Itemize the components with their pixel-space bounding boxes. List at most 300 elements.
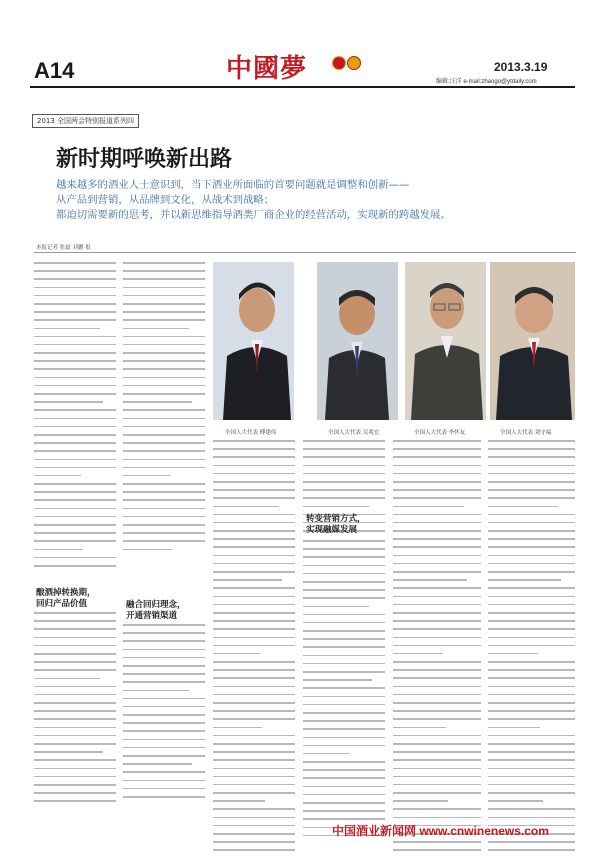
text-line — [213, 825, 295, 827]
text-line — [123, 377, 205, 379]
text-line — [123, 483, 205, 485]
text-line — [123, 747, 205, 749]
text-line — [123, 632, 205, 634]
text-line — [213, 841, 295, 843]
text-line — [213, 530, 295, 532]
text-line — [34, 540, 116, 542]
text-line — [393, 456, 481, 458]
text-line — [303, 448, 385, 450]
text-line — [123, 763, 192, 765]
text-line — [34, 612, 116, 614]
text-line — [34, 718, 116, 720]
text-column — [303, 540, 385, 843]
text-line — [123, 540, 205, 542]
text-line — [488, 727, 540, 729]
text-line — [213, 653, 260, 655]
text-line — [488, 620, 575, 622]
text-line — [123, 690, 189, 692]
text-line — [488, 628, 575, 630]
text-line — [123, 796, 205, 798]
text-line — [488, 792, 575, 794]
text-line — [393, 776, 481, 778]
text-line — [213, 817, 295, 819]
text-line — [393, 514, 481, 516]
text-line — [303, 786, 385, 788]
text-line — [393, 661, 481, 663]
text-line — [303, 622, 385, 624]
text-line — [34, 678, 100, 680]
text-line — [123, 393, 205, 395]
text-line — [303, 597, 385, 599]
text-line — [123, 755, 205, 757]
text-line — [303, 696, 385, 698]
text-line — [123, 434, 205, 436]
text-line — [393, 718, 481, 720]
text-line — [34, 516, 116, 518]
text-line — [393, 743, 481, 745]
text-line — [303, 606, 369, 608]
photo-caption: 全国人大代表 吴兆宏 — [328, 430, 380, 436]
text-column — [123, 624, 205, 804]
emblem-icon — [347, 56, 361, 70]
text-line — [488, 538, 575, 540]
photo-caption: 全国人大代表 傅建伟 — [225, 430, 277, 436]
text-line — [34, 499, 116, 501]
text-line — [303, 646, 385, 648]
text-line — [213, 776, 295, 778]
text-line — [213, 637, 295, 639]
text-line — [123, 722, 205, 724]
text-line — [34, 702, 116, 704]
text-line — [34, 628, 116, 630]
text-line — [123, 467, 205, 469]
text-line — [488, 522, 575, 524]
text-line — [34, 759, 116, 761]
text-line — [123, 368, 205, 370]
text-line — [34, 368, 116, 370]
text-line — [34, 751, 103, 753]
text-line — [123, 524, 205, 526]
text-line — [303, 638, 385, 640]
newspaper-logo: 中國夢 — [226, 54, 308, 84]
emblem-icon — [332, 56, 346, 70]
byline-rule — [34, 252, 576, 253]
series-tag: 2013 全国两会特别报道系列四 — [32, 114, 139, 128]
text-line — [488, 718, 575, 720]
text-line — [488, 841, 575, 843]
text-line — [303, 581, 385, 583]
text-line — [34, 360, 116, 362]
text-line — [34, 508, 116, 510]
editor-line: 编辑:汪洋 e-mail:zhaogo@ytdaily.com — [436, 79, 537, 85]
text-line — [488, 579, 561, 581]
text-line — [213, 784, 295, 786]
text-line — [213, 497, 295, 499]
text-line — [123, 706, 205, 708]
text-line — [123, 401, 192, 403]
text-line — [488, 849, 575, 851]
text-line — [123, 426, 205, 428]
text-line — [213, 546, 295, 548]
text-line — [488, 735, 575, 737]
text-column — [123, 262, 205, 557]
text-line — [34, 377, 116, 379]
text-line — [393, 440, 481, 442]
text-line — [393, 817, 481, 819]
text-line — [123, 649, 205, 651]
text-line — [123, 442, 205, 444]
text-line — [393, 759, 481, 761]
text-line — [123, 418, 205, 420]
text-line — [393, 546, 481, 548]
text-line — [123, 739, 205, 741]
text-line — [393, 628, 481, 630]
text-line — [213, 522, 295, 524]
text-line — [123, 508, 205, 510]
text-line — [34, 532, 116, 534]
text-line — [213, 849, 295, 851]
text-line — [393, 555, 481, 557]
text-line — [213, 669, 295, 671]
text-line — [213, 448, 295, 450]
text-line — [488, 440, 575, 442]
text-line — [213, 628, 295, 630]
text-line — [393, 473, 481, 475]
text-line — [34, 311, 116, 313]
text-line — [393, 522, 481, 524]
text-line — [303, 777, 385, 779]
text-line — [303, 489, 385, 491]
text-line — [34, 710, 116, 712]
text-line — [303, 540, 385, 542]
text-line — [303, 687, 385, 689]
text-line — [303, 810, 385, 812]
text-line — [488, 612, 575, 614]
section-subhead: 融合回归理念， 开通营销渠道 — [126, 600, 186, 621]
text-line — [123, 532, 205, 534]
text-line — [488, 694, 575, 696]
text-line — [393, 727, 446, 729]
text-line — [34, 336, 116, 338]
text-line — [213, 718, 295, 720]
text-line — [123, 491, 205, 493]
text-line — [488, 571, 575, 573]
text-line — [303, 556, 385, 558]
text-line — [393, 637, 481, 639]
text-line — [34, 661, 116, 663]
text-line — [303, 565, 385, 567]
text-line — [488, 661, 575, 663]
text-line — [213, 456, 295, 458]
text-line — [393, 792, 481, 794]
text-line — [303, 769, 385, 771]
portrait-photo — [213, 262, 294, 420]
text-line — [213, 538, 295, 540]
issue-date: 2013.3.19 — [494, 60, 548, 74]
text-line — [488, 751, 575, 753]
text-line — [393, 677, 481, 679]
text-line — [488, 604, 575, 606]
text-line — [123, 714, 205, 716]
text-line — [393, 465, 481, 467]
text-line — [213, 571, 295, 573]
portrait-photo — [490, 262, 575, 420]
text-line — [303, 655, 385, 657]
text-line — [123, 278, 205, 280]
text-column — [213, 440, 295, 858]
text-line — [123, 475, 170, 477]
text-line — [488, 473, 575, 475]
text-line — [213, 792, 295, 794]
text-line — [123, 287, 205, 289]
text-line — [213, 686, 295, 688]
text-line — [123, 698, 205, 700]
text-line — [303, 589, 385, 591]
text-line — [303, 761, 385, 763]
text-line — [34, 565, 116, 567]
text-line — [123, 360, 205, 362]
text-line — [393, 694, 481, 696]
text-line — [123, 657, 205, 659]
text-line — [303, 720, 385, 722]
text-line — [213, 694, 295, 696]
lead-line: 从产品到营销，从品牌到文化，从战术到战略； — [56, 194, 275, 206]
text-line — [213, 604, 295, 606]
text-line — [393, 702, 481, 704]
text-line — [123, 409, 205, 411]
text-line — [123, 549, 172, 551]
text-line — [488, 497, 575, 499]
text-line — [34, 295, 116, 297]
text-line — [303, 671, 385, 673]
text-line — [213, 727, 262, 729]
text-line — [34, 450, 116, 452]
text-line — [213, 514, 295, 516]
text-line — [393, 768, 481, 770]
text-line — [123, 665, 205, 667]
text-line — [34, 401, 103, 403]
text-line — [34, 669, 116, 671]
text-line — [123, 303, 205, 305]
text-line — [123, 328, 189, 330]
text-line — [393, 645, 481, 647]
text-line — [393, 596, 481, 598]
text-line — [488, 677, 575, 679]
text-line — [393, 710, 481, 712]
text-line — [488, 587, 575, 589]
text-line — [488, 768, 575, 770]
text-line — [34, 784, 116, 786]
lead-line: 越来越多的酒业人士意识到，当下酒业所面临的首要问题就是调整和创新—— — [56, 179, 410, 191]
text-line — [488, 759, 575, 761]
text-line — [393, 481, 481, 483]
text-line — [123, 499, 205, 501]
text-line — [213, 596, 295, 598]
text-line — [488, 596, 575, 598]
text-column — [34, 262, 116, 573]
text-line — [393, 841, 481, 843]
text-line — [34, 483, 116, 485]
text-line — [488, 710, 575, 712]
text-line — [123, 730, 205, 732]
text-line — [34, 344, 116, 346]
text-line — [488, 776, 575, 778]
text-line — [123, 352, 205, 354]
text-line — [123, 516, 205, 518]
text-line — [393, 579, 467, 581]
text-line — [488, 645, 575, 647]
text-line — [303, 818, 385, 820]
text-line — [213, 833, 295, 835]
text-line — [303, 548, 385, 550]
text-line — [488, 530, 575, 532]
text-line — [213, 473, 295, 475]
text-line — [303, 497, 385, 499]
text-line — [213, 465, 295, 467]
text-line — [34, 524, 116, 526]
portrait-photo — [405, 262, 486, 420]
section-subhead: 酿酒掉转换期， 回归产品价值 — [36, 588, 96, 609]
text-column — [488, 440, 575, 858]
text-line — [393, 497, 481, 499]
text-line — [34, 694, 116, 696]
text-line — [213, 743, 295, 745]
lead-line: 都迫切需要新的思考，并以新思维指导酒类厂商企业的经营活动，实现新的跨越发展。 — [56, 209, 451, 221]
text-line — [123, 771, 205, 773]
text-line — [34, 645, 116, 647]
text-line — [213, 710, 295, 712]
text-line — [213, 440, 295, 442]
text-line — [213, 587, 295, 589]
text-line — [393, 800, 448, 802]
text-line — [303, 728, 385, 730]
text-line — [34, 491, 116, 493]
text-line — [123, 262, 205, 264]
text-line — [123, 780, 205, 782]
text-line — [213, 563, 295, 565]
text-line — [393, 530, 481, 532]
text-line — [34, 409, 116, 411]
headline: 新时期呼唤新出路 — [56, 146, 233, 172]
text-line — [488, 448, 575, 450]
text-line — [393, 448, 481, 450]
text-line — [34, 686, 116, 688]
text-line — [303, 712, 385, 714]
text-line — [213, 555, 295, 557]
text-line — [123, 344, 205, 346]
text-line — [303, 745, 385, 747]
text-line — [34, 418, 116, 420]
text-line — [303, 794, 385, 796]
text-line — [303, 614, 385, 616]
text-line — [303, 456, 385, 458]
text-line — [393, 653, 443, 655]
text-line — [393, 506, 464, 508]
text-line — [123, 319, 205, 321]
text-line — [34, 459, 116, 461]
text-line — [34, 776, 116, 778]
text-line — [393, 735, 481, 737]
text-line — [213, 506, 279, 508]
text-line — [123, 673, 205, 675]
text-line — [34, 475, 81, 477]
text-line — [213, 579, 282, 581]
text-line — [393, 784, 481, 786]
text-line — [303, 506, 369, 508]
text-line — [488, 555, 575, 557]
text-line — [213, 751, 295, 753]
text-line — [34, 393, 116, 395]
text-line — [393, 849, 481, 851]
text-line — [123, 450, 205, 452]
text-line — [34, 557, 116, 559]
text-line — [393, 563, 481, 565]
text-line — [213, 661, 295, 663]
text-line — [488, 563, 575, 565]
text-line — [303, 753, 350, 755]
text-line — [34, 637, 116, 639]
text-line — [123, 270, 205, 272]
text-line — [34, 426, 116, 428]
text-line — [488, 481, 575, 483]
text-line — [303, 630, 385, 632]
text-line — [488, 546, 575, 548]
text-line — [303, 737, 385, 739]
text-line — [34, 278, 116, 280]
text-line — [34, 270, 116, 272]
text-line — [303, 440, 385, 442]
text-line — [34, 549, 83, 551]
text-line — [393, 571, 481, 573]
text-line — [303, 802, 385, 804]
text-line — [34, 352, 116, 354]
text-line — [488, 489, 575, 491]
text-line — [123, 295, 205, 297]
text-line — [303, 704, 385, 706]
text-line — [34, 743, 116, 745]
text-column — [393, 440, 481, 858]
text-line — [213, 735, 295, 737]
text-line — [34, 620, 116, 622]
text-line — [488, 686, 575, 688]
text-line — [303, 481, 385, 483]
text-line — [123, 385, 205, 387]
text-line — [213, 489, 295, 491]
text-line — [393, 604, 481, 606]
text-line — [488, 514, 575, 516]
text-line — [123, 640, 205, 642]
text-line — [488, 808, 575, 810]
text-line — [303, 573, 385, 575]
text-line — [488, 800, 543, 802]
text-line — [488, 702, 575, 704]
text-line — [123, 788, 205, 790]
text-line — [34, 727, 116, 729]
text-line — [213, 612, 295, 614]
text-line — [34, 768, 116, 770]
text-line — [34, 442, 116, 444]
text-line — [393, 612, 481, 614]
text-line — [393, 669, 481, 671]
text-line — [34, 262, 116, 264]
text-line — [34, 792, 116, 794]
text-line — [213, 759, 295, 761]
text-line — [123, 336, 205, 338]
photo-caption: 全国人大代表 李怀友 — [414, 430, 466, 436]
text-line — [34, 287, 116, 289]
text-line — [34, 328, 100, 330]
text-line — [393, 686, 481, 688]
